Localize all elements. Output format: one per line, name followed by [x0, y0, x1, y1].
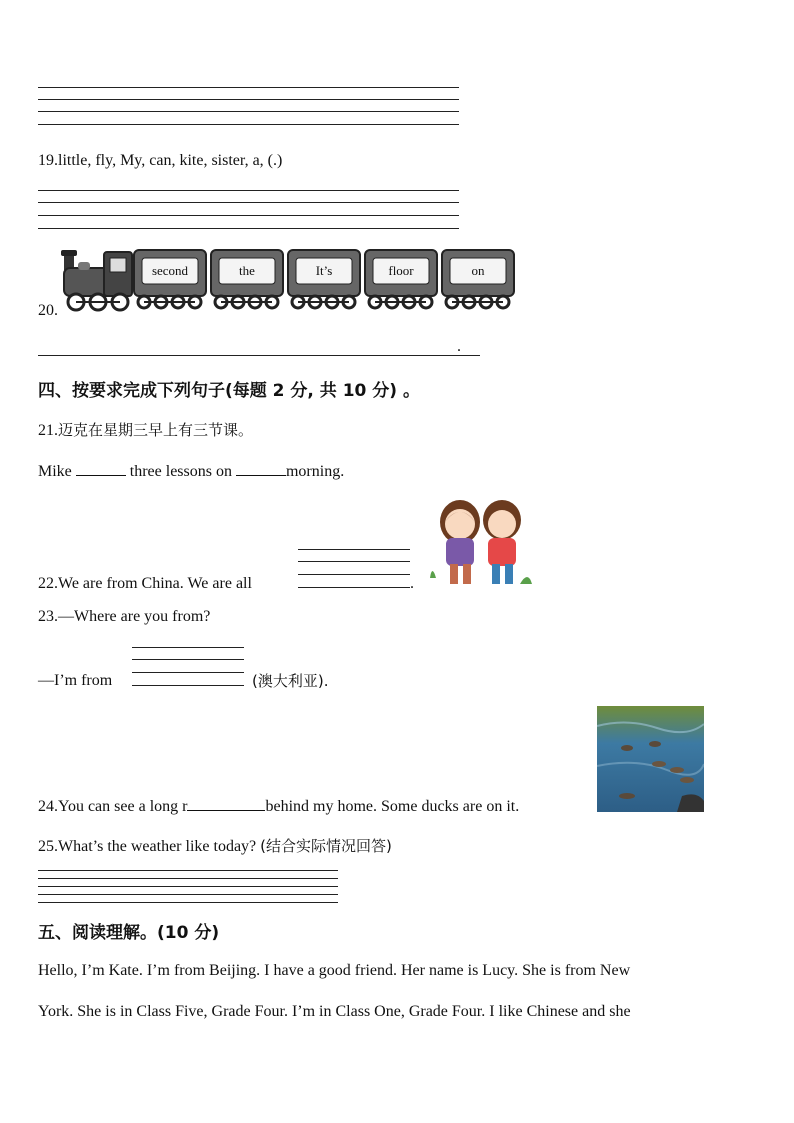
train-word: on: [471, 263, 485, 278]
train-illustration: [58, 244, 520, 316]
question-21-sentence: Mike three lessons on morning.: [38, 463, 345, 480]
q23-hint: (澳大利亚).: [252, 672, 329, 690]
train-word: floor: [388, 263, 414, 278]
section-5-title: 五、阅读理解。(10 分): [38, 923, 220, 943]
train-word: second: [151, 263, 189, 278]
ducks-on-river-photo: [597, 706, 704, 812]
question-21-chinese: 21.迈克在星期三早上有三节课。: [38, 421, 254, 439]
blank-1[interactable]: [76, 461, 126, 476]
train-car-5: [442, 250, 514, 308]
question-19: [38, 151, 282, 171]
train-car-3: [288, 250, 360, 308]
question-22: 22.We are from China. We are all: [38, 575, 252, 592]
train-car-4: [365, 250, 437, 308]
q22-end-mark: .: [410, 575, 414, 592]
question-23: 23.—Where are you from?: [38, 608, 211, 625]
q23-answer-start: —I’m from: [38, 672, 113, 689]
train-car-1: [134, 250, 206, 308]
question-24: 24.You can see a long r behind my home. Some ducks are on it.: [38, 798, 520, 815]
question-prompt: little, fly, My, can, kite, sister, a, (.): [58, 152, 283, 169]
train-word: the: [239, 263, 255, 278]
blank-river[interactable]: [187, 796, 265, 811]
reading-line-1: Hello, I’m Kate. I’m from Beijing. I have a good friend. Her name is Lucy. She is from New: [38, 962, 631, 979]
blank-2[interactable]: [236, 461, 286, 476]
reading-line-2: York. She is in Class Five, Grade Four. I’m in Class One, Grade Four. I like Chinese and she: [38, 1003, 631, 1020]
train-word: It’s: [315, 263, 333, 278]
locomotive-icon: [61, 250, 132, 310]
question-20-number: 20.: [38, 302, 58, 319]
q20-end-mark: .: [457, 338, 461, 355]
train-car-2: [211, 250, 283, 308]
question-25: 25.What’s the weather like today? (结合实际情况回答): [38, 837, 392, 855]
question-number: 19.: [38, 152, 58, 169]
section-4-title: 四、按要求完成下列句子(每题 2 分, 共 10 分) 。: [38, 381, 420, 401]
two-girls-illustration: [420, 494, 538, 590]
